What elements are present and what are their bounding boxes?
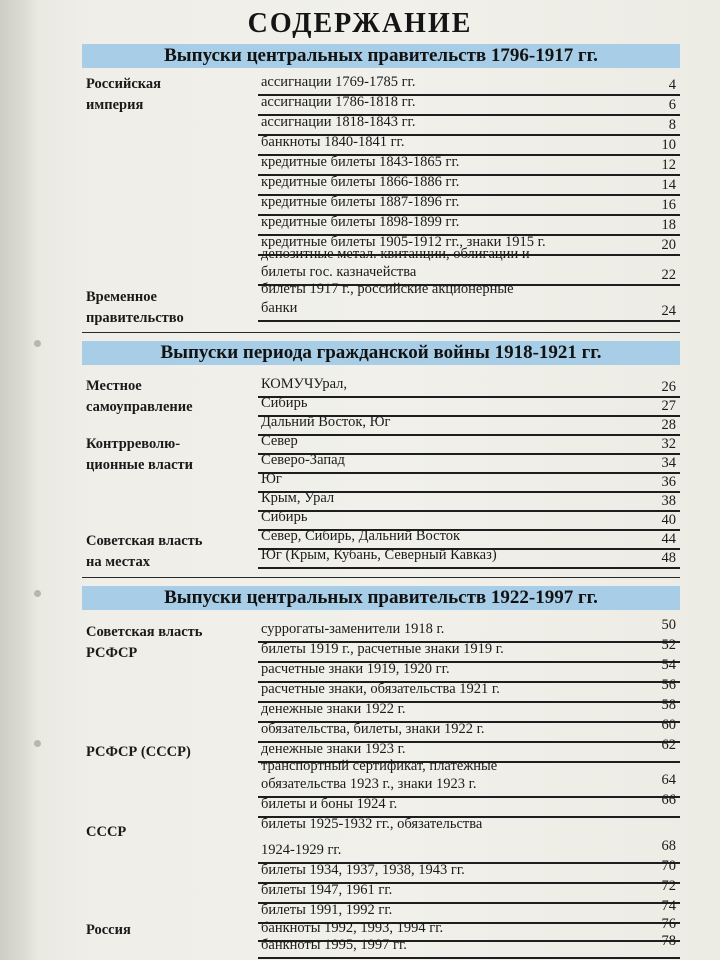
toc-page-number: 78 — [661, 933, 676, 949]
toc-page-number: 34 — [661, 455, 676, 471]
binding-hole — [34, 740, 41, 747]
group-label — [86, 434, 193, 476]
toc-entry: банкноты 1995, 1997 гг. — [261, 937, 407, 953]
section-heading: Выпуски периода гражданской войны 1918-1921 гг. — [160, 342, 602, 363]
toc-page-number: 56 — [661, 677, 676, 693]
toc-entry: кредитные билеты 1898-1899 гг. — [261, 214, 460, 230]
toc-row[interactable] — [258, 547, 680, 569]
toc-entry: билеты 1919 г., расчетные знаки 1919 г. — [261, 641, 504, 657]
section-heading-band — [82, 44, 680, 68]
toc-entry: ассигнации 1769-1785 гг. — [261, 74, 416, 90]
group-label — [86, 920, 131, 941]
section-divider — [82, 332, 680, 333]
section-divider — [82, 577, 680, 578]
group-label — [86, 742, 191, 763]
toc-entry: Сибирь — [261, 395, 308, 411]
toc-entry: денежные знаки 1922 г. — [261, 701, 406, 717]
toc-row[interactable] — [258, 452, 680, 474]
binding-shadow — [0, 0, 38, 960]
toc-entry: обязательства, билеты, знаки 1922 г. — [261, 721, 485, 737]
toc-entry: кредитные билеты 1843-1865 гг. — [261, 154, 460, 170]
binding-hole — [34, 340, 41, 347]
toc-entry: билеты 1991, 1992 гг. — [261, 902, 393, 918]
toc-page-number: 38 — [661, 493, 676, 509]
group-label-line: ционные власти — [86, 457, 193, 473]
toc-page-number: 12 — [661, 157, 676, 173]
toc-entry: билеты 1917 г., российские акционерные — [261, 281, 514, 297]
toc-page-number: 26 — [661, 379, 676, 395]
toc-entry: Юг — [261, 471, 282, 487]
section-heading-band — [82, 341, 680, 365]
toc-page-number: 4 — [668, 77, 676, 93]
toc-page-number: 54 — [661, 657, 676, 673]
toc-page-number: 60 — [661, 717, 676, 733]
toc-page-number: 10 — [661, 137, 676, 153]
toc-entry: Крым, Урал — [261, 490, 335, 506]
section-heading-band — [82, 586, 680, 610]
toc-row[interactable] — [258, 758, 680, 798]
section-heading: Выпуски центральных правительств 1796-1917 гг. — [164, 45, 598, 66]
toc-page-number: 20 — [661, 237, 676, 253]
toc-page-number: 44 — [661, 531, 676, 547]
toc-page-number: 48 — [661, 550, 676, 566]
toc-entry: билеты и боны 1924 г. — [261, 796, 398, 812]
group-label-line: империя — [86, 97, 144, 113]
toc-page-number: 27 — [661, 398, 676, 414]
toc-entry: Северо-Запад — [261, 452, 345, 468]
toc-page-number: 50 — [661, 617, 676, 633]
group-label-line: Советская власть — [86, 624, 203, 640]
toc-page-number: 6 — [668, 97, 676, 113]
toc-row[interactable] — [258, 490, 680, 512]
group-label-line: Временное — [86, 289, 157, 305]
toc-entry: Сибирь — [261, 509, 308, 525]
group-label — [86, 287, 184, 329]
toc-entry: расчетные знаки, обязательства 1921 г. — [261, 681, 500, 697]
toc-page-number: 72 — [661, 878, 676, 894]
toc-page-number: 74 — [661, 898, 676, 914]
group-label-line: Россия — [86, 922, 131, 938]
group-label-line: СССР — [86, 824, 127, 840]
toc-row[interactable] — [258, 414, 680, 436]
group-label — [86, 376, 193, 418]
toc-entry: ассигнации 1818-1843 гг. — [261, 114, 416, 130]
toc-entry: банки — [261, 300, 298, 316]
toc-page-number: 36 — [661, 474, 676, 490]
toc-entry: расчетные знаки 1919, 1920 гг. — [261, 661, 450, 677]
group-label-line: РСФСР (СССР) — [86, 744, 191, 760]
toc-page-number: 64 — [661, 772, 676, 788]
binding-hole — [34, 590, 41, 597]
toc-entry: транспортный сертификат, платежные — [261, 758, 498, 774]
toc-entry: ассигнации 1786-1818 гг. — [261, 94, 416, 110]
toc-entry: Север, Сибирь, Дальний Восток — [261, 528, 461, 544]
toc-page-number: 22 — [661, 267, 676, 283]
toc-row[interactable] — [258, 818, 680, 864]
toc-page-number: 70 — [661, 858, 676, 874]
group-label-line: самоуправление — [86, 399, 193, 415]
toc-entry: кредитные билеты 1887-1896 гг. — [261, 194, 460, 210]
group-label — [86, 74, 161, 116]
group-label-line: Советская власть — [86, 533, 203, 549]
toc-entry: КОМУЧУрал, — [261, 376, 348, 392]
toc-entry: Север — [261, 433, 298, 449]
toc-entry: билеты гос. казначейства — [261, 264, 417, 280]
toc-page-number: 24 — [661, 303, 676, 319]
toc-page-number: 14 — [661, 177, 676, 193]
toc-row[interactable] — [258, 933, 680, 959]
toc-page-number: 40 — [661, 512, 676, 528]
group-label-line: Местное — [86, 378, 142, 394]
toc-page-number: 58 — [661, 697, 676, 713]
section-heading: Выпуски центральных правительств 1922-1997 гг. — [164, 587, 598, 608]
toc-entry: Дальний Восток, Юг — [261, 414, 391, 430]
toc-entry: Юг (Крым, Кубань, Северный Кавказ) — [261, 547, 497, 563]
toc-page-number: 18 — [661, 217, 676, 233]
toc-row[interactable] — [258, 376, 680, 398]
group-label-line: Российская — [86, 76, 161, 92]
toc-page-number: 66 — [661, 792, 676, 808]
toc-entry: суррогаты-заменители 1918 г. — [261, 621, 445, 637]
group-label — [86, 531, 202, 573]
group-label — [86, 822, 126, 843]
toc-entry: банкноты 1840-1841 гг. — [261, 134, 405, 150]
group-label-line: Контрреволю- — [86, 436, 181, 452]
toc-entry: банкноты 1992, 1993, 1994 гг. — [261, 920, 444, 936]
toc-page-number: 8 — [668, 117, 676, 133]
toc-entry: билеты 1947, 1961 гг. — [261, 882, 393, 898]
toc-entry: кредитные билеты 1866-1886 гг. — [261, 174, 460, 190]
toc-page-number: 16 — [661, 197, 676, 213]
toc-row[interactable] — [258, 281, 680, 322]
page-title: СОДЕРЖАНИЕ — [247, 8, 473, 39]
toc-entry: денежные знаки 1923 г. — [261, 741, 406, 757]
toc-page-number: 62 — [661, 737, 676, 753]
toc-page-number: 52 — [661, 637, 676, 653]
toc-entry: депозитные метал. квитанции, облигации и — [261, 246, 530, 262]
toc-page-number: 28 — [661, 417, 676, 433]
group-label-line: РСФСР — [86, 645, 138, 661]
group-label-line: правительство — [86, 310, 184, 326]
toc-entry: билеты 1925-1932 гг., обязательства — [261, 816, 483, 832]
group-label — [86, 622, 202, 664]
toc-entry: билеты 1934, 1937, 1938, 1943 гг. — [261, 862, 465, 878]
toc-page-number: 76 — [661, 916, 676, 932]
toc-page-number: 32 — [661, 436, 676, 452]
toc-entry: обязательства 1923 г., знаки 1923 г. — [261, 776, 477, 792]
toc-entry: 1924-1929 гг. — [261, 842, 342, 858]
toc-page-number: 68 — [661, 838, 676, 854]
toc-entry: кредитные билеты 1905-1912 гг., знаки 1915 г. — [261, 234, 546, 250]
group-label-line: на местах — [86, 554, 150, 570]
